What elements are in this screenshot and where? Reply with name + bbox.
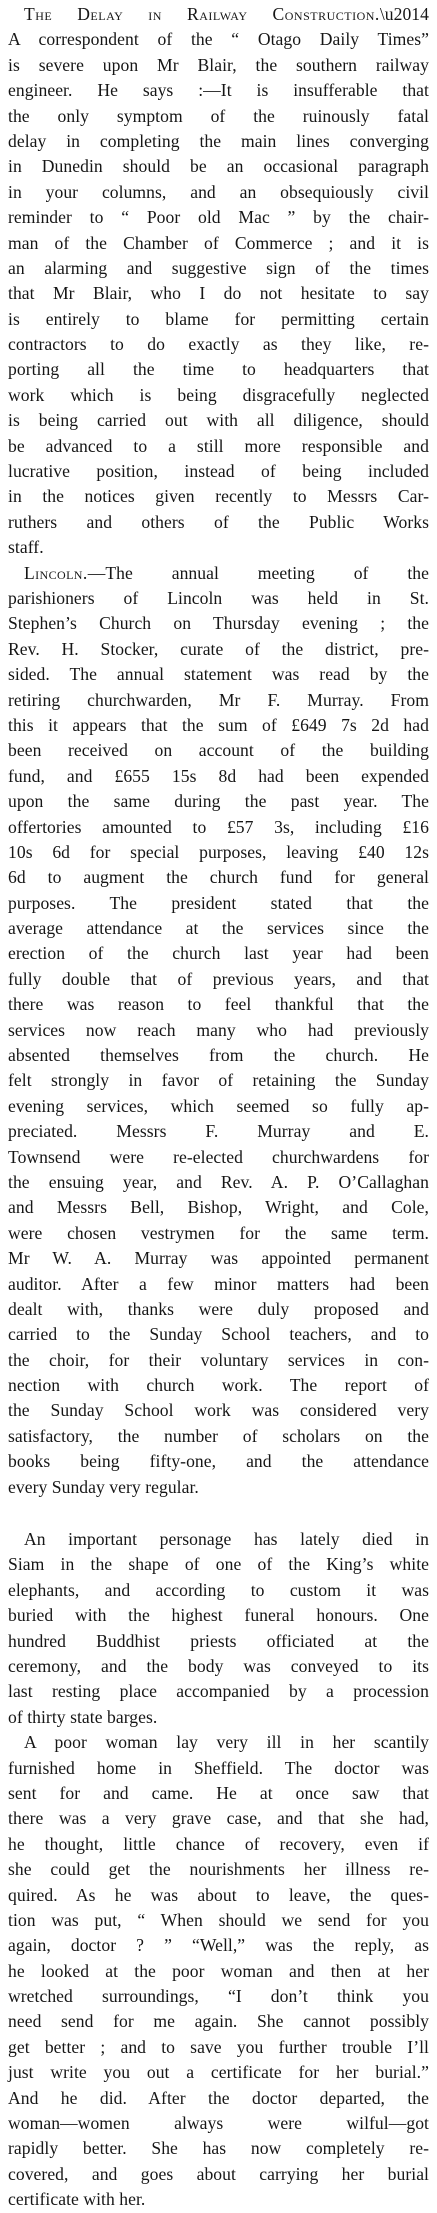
text-line: carried to the Sunday School teachers, and to — [8, 1324, 429, 1345]
text-line: she could get the nourishments her illness re- — [8, 1859, 429, 1880]
text-line: covered, and goes about carrying her burial — [8, 2163, 429, 2184]
text-line: Townsend were re-elected churchwardens for — [8, 1146, 429, 1167]
article-railway-delay — [8, 2, 429, 561]
text-line: porting all the time to headquarters that — [8, 359, 429, 380]
text-line: nection with church work. The report of — [8, 1375, 429, 1396]
text-line: the ensuing year, and Rev. A. P. O’Callaghan — [8, 1171, 429, 1192]
text-line: evening services, which seemed so fully ap- — [8, 1095, 429, 1116]
text-line: lucrative position, instead of being included — [8, 461, 429, 482]
text-line: is severe upon Mr Blair, the southern railway — [8, 54, 429, 75]
text-line: again, doctor ? ” “Well,” was the reply, as — [8, 1935, 429, 1956]
text-line: 6d to augment the church fund for general — [8, 867, 429, 888]
text-line: man of the Chamber of Commerce ; and it is — [8, 232, 429, 253]
text-line: erection of the church last year had been — [8, 943, 429, 964]
article-heading-line: The Delay in Railway Construction.\u2014 — [24, 4, 429, 24]
text-line: An important personage has lately died in — [24, 1529, 429, 1550]
text-line: that Mr Blair, who I do not hesitate to say — [8, 283, 429, 304]
text-line: the Sunday School work was considered very — [8, 1400, 429, 1421]
section-spacer — [8, 1500, 429, 1527]
text-line: there was reason to feel thankful that the — [8, 994, 429, 1015]
text-line: buried with the highest funeral honours. One — [8, 1605, 429, 1626]
article-body — [8, 586, 429, 1500]
text-line: last resting place accompanied by a procession — [8, 1681, 429, 1702]
text-line: ceremony, and the body was conveyed to its — [8, 1656, 429, 1676]
text-line: Siam in the shape of one of the King’s white — [8, 1554, 429, 1575]
text-line: there was a very grave case, and that she had, — [8, 1808, 429, 1829]
text-line: average attendance at the services since the — [8, 918, 429, 939]
text-line: he looked at the poor woman and then at her — [8, 1960, 429, 1981]
text-line: absented themselves from the church. He — [8, 1045, 429, 1066]
text-line: felt strongly in favor of retaining the Sunday — [8, 1070, 429, 1091]
text-line: an alarming and suggestive sign of the times — [8, 257, 429, 278]
text-line: Rev. H. Stocker, curate of the district, pre- — [8, 638, 429, 659]
text-line: work which is being disgracefully neglected — [8, 384, 429, 405]
text-line: the choir, for their voluntary services in con- — [8, 1349, 429, 1370]
text-line: he thought, little chance of recovery, even if — [8, 1833, 429, 1854]
text-line: of thirty state barges. — [8, 1706, 158, 1727]
text-line: elephants, and according to custom it was — [8, 1579, 429, 1600]
article-first-line-text: —The annual meeting of the — [87, 562, 429, 583]
newspaper-column — [8, 2, 429, 2213]
article-sheffield-doctor — [8, 1730, 429, 2212]
text-line: every Sunday very regular. — [8, 1476, 199, 1497]
text-line: books being fifty-one, and the attendance — [8, 1451, 429, 1472]
text-line: need send for me again. She cannot possibly — [8, 2011, 429, 2032]
text-line: were chosen vestrymen for the same term. — [8, 1222, 429, 1243]
text-line: this it appears that the sum of £649 7s 2d had — [8, 714, 429, 735]
text-line: upon the same during the past year. The — [8, 791, 429, 812]
text-line: in Dunedin should be an occasional paragraph — [8, 156, 429, 177]
article-heading: The Delay in Railway Construction. — [24, 4, 380, 24]
text-line: fully double that of previous years, and that — [8, 968, 429, 989]
article-body — [8, 27, 429, 560]
text-line: engineer. He says :—It is insufferable that — [8, 80, 429, 101]
text-line: Mr W. A. Murray was appointed permanent — [8, 1248, 429, 1269]
text-line: retiring churchwarden, Mr F. Murray. From — [8, 689, 429, 710]
text-line: is being carried out with all diligence, should — [8, 410, 429, 431]
text-line: rapidly better. She has now completely re- — [8, 2138, 429, 2159]
text-line: delay in completing the main lines converging — [8, 130, 429, 151]
text-line: reminder to “ Poor old Mac ” by the chair- — [8, 207, 429, 228]
text-line: services now reach many who had previously — [8, 1019, 429, 1040]
article-body — [8, 1730, 429, 2212]
article-lincoln — [8, 561, 429, 1500]
text-line: certificate with her. — [8, 2189, 146, 2210]
text-line: woman—women always were wilful—got — [8, 2113, 429, 2134]
text-line: preciated. Messrs F. Murray and E. — [8, 1121, 429, 1142]
text-line: furnished home in Sheffield. The doctor was — [8, 1757, 429, 1778]
text-line: contractors to do exactly as they like, re- — [8, 334, 429, 355]
text-line: dealt with, thanks were duly proposed and — [8, 1298, 429, 1319]
text-line: Stephen’s Church on Thursday evening ; the — [8, 613, 429, 634]
text-line: in your columns, and an obsequiously civil — [8, 181, 429, 202]
text-line: auditor. After a few minor matters had been — [8, 1273, 429, 1294]
text-line: been received on account of the building — [8, 740, 429, 761]
text-line: wretched surroundings, “I don’t think you — [8, 1986, 429, 2007]
text-line: hundred Buddhist priests officiated at the — [8, 1630, 429, 1651]
text-line: A poor woman lay very ill in her scantily — [24, 1732, 429, 1753]
text-line: And he did. After the doctor departed, the — [8, 2087, 429, 2108]
text-line: get better ; and to save you further trouble I’ll — [8, 2036, 429, 2057]
article-siam-elephant — [8, 1527, 429, 1730]
text-line: A correspondent of the “ Otago Daily Times” — [8, 29, 429, 50]
text-line: fund, and £655 15s 8d had been expended — [8, 765, 429, 786]
text-line: the only symptom of the ruinously fatal — [8, 105, 429, 126]
text-line: is entirely to blame for permitting certain — [8, 308, 429, 329]
text-line: purposes. The president stated that the — [8, 892, 429, 913]
text-line: sided. The annual statement was read by the — [8, 664, 429, 685]
article-heading: Lincoln. — [24, 562, 88, 583]
text-line: 10s 6d for special purposes, leaving £40 12s — [8, 841, 429, 862]
text-line: tion was put, “ When should we send for you — [8, 1909, 429, 1930]
text-line: be advanced to a still more responsible and — [8, 435, 429, 456]
text-line: just write you out a certificate for her burial.” — [8, 2062, 429, 2083]
text-line: in the notices given recently to Messrs Car- — [8, 486, 429, 507]
text-line: quired. As he was about to leave, the ques- — [8, 1884, 429, 1905]
text-line: and Messrs Bell, Bishop, Wright, and Cole, — [8, 1197, 429, 1218]
text-line: ruthers and others of the Public Works — [8, 511, 429, 532]
text-line: satisfactory, the number of scholars on the — [8, 1425, 429, 1446]
text-line: staff. — [8, 537, 44, 558]
article-first-line — [8, 561, 429, 586]
article-body — [8, 1527, 429, 1730]
text-line: sent for and came. He at once saw that — [8, 1782, 429, 1803]
text-line: parishioners of Lincoln was held in St. — [8, 587, 429, 608]
text-line: offertories amounted to £57 3s, including £16 — [8, 816, 429, 837]
